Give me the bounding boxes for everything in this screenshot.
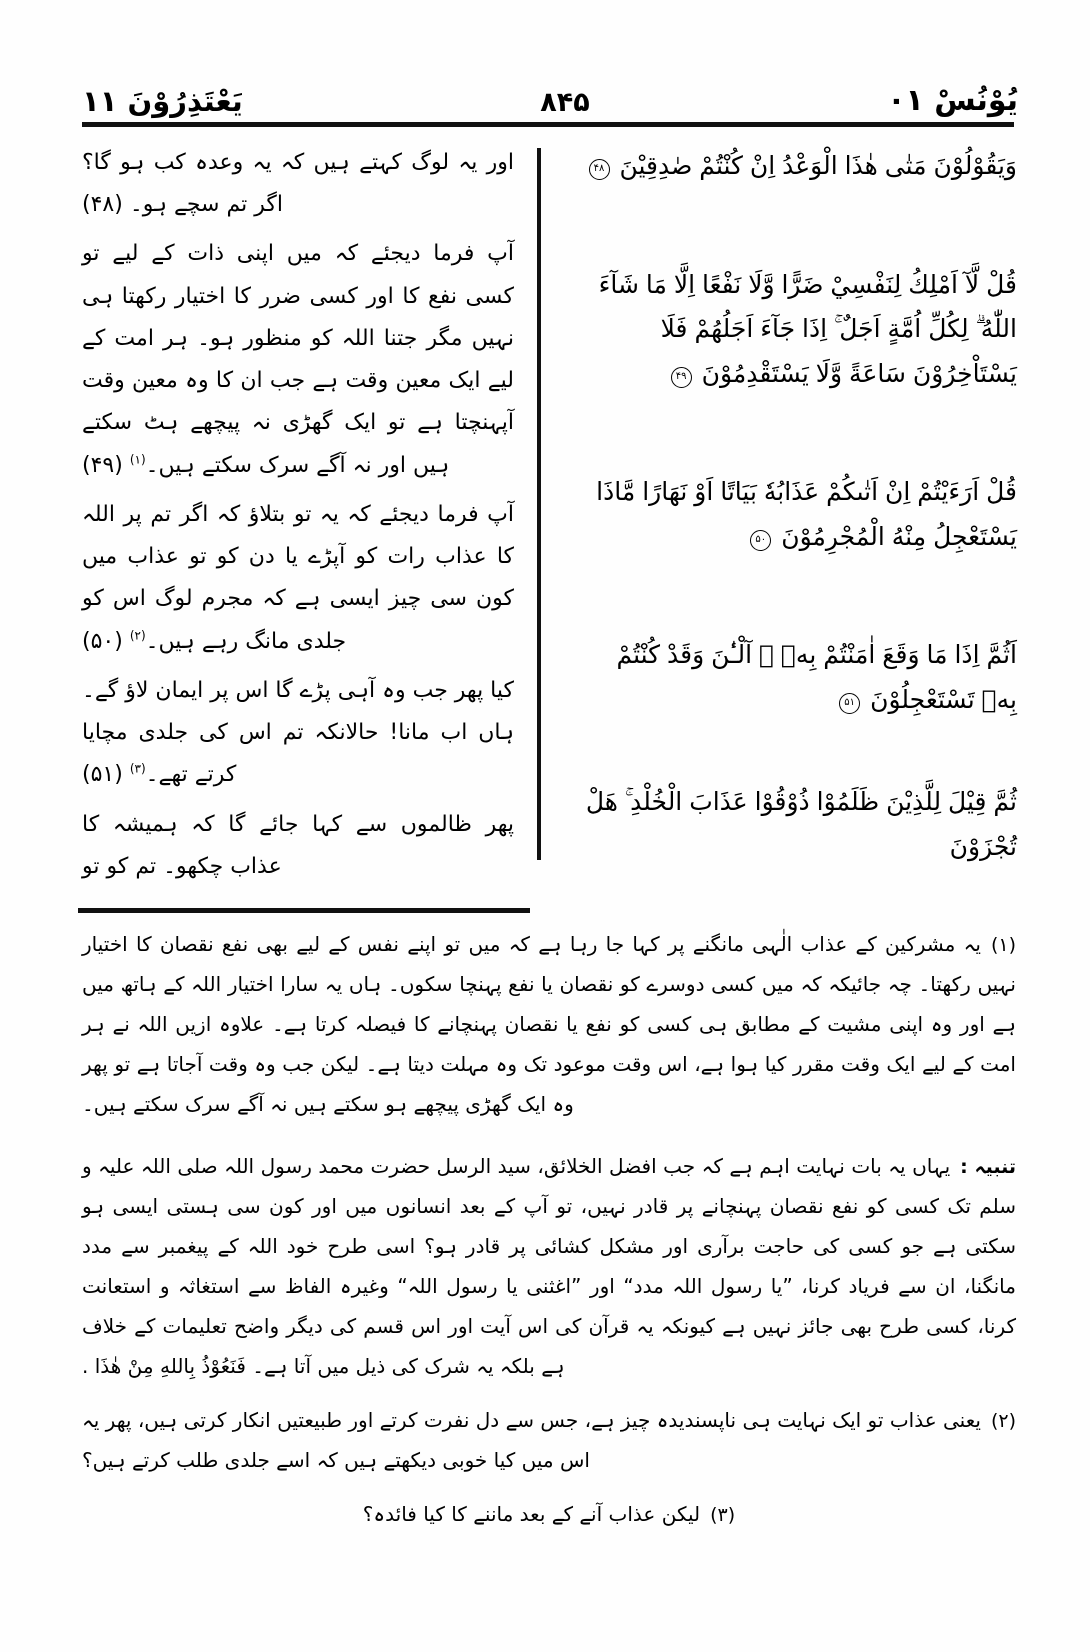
footnote-item: [82, 1494, 1016, 1534]
main-text-body: [82, 140, 1017, 879]
ayah-verse: [577, 144, 1017, 189]
urdu-text: آپ فرما دیجئے کہ میں اپنی ذات کے لیے تو کسی نفع کا اور کسی ضرر کا اختیار رکھتا ہی نہیں مگر جتنا اللہ کو منظور ہو۔ ہر امت کے لیے ایک معین وقت ہے جب ان کا وہ معین وقت آپہنچتا ہے تو ایک گھڑی نہ پیچھے ہٹ سکتے ہیں اور نہ آگے سرک سکتے ہیں۔: [82, 241, 514, 478]
page-header: [82, 62, 1018, 116]
urdu-verse-ref: (۵۱): [82, 762, 123, 788]
footnote-item: [82, 1400, 1016, 1480]
footnote-separator-rule: [78, 908, 530, 913]
urdu-verse-ref: (۴۹): [82, 452, 123, 478]
ayah-text: وَيَقُوْلُوْنَ مَتٰى هٰذَا الْوَعْدُ اِنْ كُنْتُمْ صٰدِقِيْنَ: [619, 151, 1017, 180]
ayah-text: قُلْ اَرَءَيْتُمْ اِنْ اَتٰىكُمْ عَذَابُهٗ بَيَاتًا اَوْ نَهَارًا مَّاذَا يَسْتَعْجِلُ مِنْهُ الْمُجْرِمُوْنَ: [596, 477, 1017, 551]
footnote-marker: (۲): [990, 1410, 1016, 1432]
ayah-number: ۵۰: [750, 530, 771, 551]
urdu-translation-column: [82, 142, 514, 895]
urdu-text: پھر ظالموں سے کہا جائے گا کہ ہمیشہ کا عذاب چکھو۔ تم کو تو: [82, 811, 514, 879]
ayah-verse: [577, 633, 1017, 722]
footnote-text: یہ مشرکین کے عذاب الٰہی مانگنے پر کہا جا رہا ہے کہ میں تو اپنے نفس کے لیے بھی نفع نقصان کا اختیار نہیں رکھتا۔ چہ جائیکہ کہ میں کسی دوسرے کو نقصان یا نفع پہنچا سکوں۔ ہاں یہ سارا اختیار اللہ کے ہاتھ میں ہے اور وہ اپنی مشیت کے مطابق ہی کسی کو نفع یا نقصان پہنچانے کا فیصلہ کرتا ہے۔ علاوہ ازیں اللہ نے ہر امت کے لیے ایک وقت مقرر کیا ہوا ہے، اس وقت موعود تک وہ مہلت دیتا ہے۔ لیکن جب وہ وقت آجاتا ہے تو پھر وہ ایک گھڑی پیچھے ہو سکتے ہیں نہ آگے سرک سکتے ہیں۔: [82, 932, 1016, 1116]
ayah-number: ۴۸: [589, 159, 610, 180]
urdu-paragraph: [82, 233, 514, 486]
footnote-marker: (۱): [990, 934, 1016, 956]
urdu-text: اور یہ لوگ کہتے ہیں کہ یہ وعدہ کب ہو گا؟ اگر تم سچے ہو۔: [82, 150, 514, 218]
urdu-paragraph: [82, 670, 514, 797]
ayah-text: ثُمَّ قِيْلَ لِلَّذِيْنَ ظَلَمُوْا ذُوْقُوْا عَذَابَ الْخُلْدِ ۚ هَلْ تُجْزَوْنَ: [585, 787, 1017, 861]
page-number: ۵۴۸: [540, 87, 590, 118]
arabic-verse-column: [577, 144, 1017, 879]
urdu-footnote-mark: (۱): [129, 452, 146, 467]
urdu-paragraph: [82, 142, 514, 226]
column-divider-rule: [537, 148, 541, 860]
header-juz-title: يَعْتَذِرُوْنَ ۱۱: [82, 84, 243, 118]
urdu-text: آپ فرما دیجئے کہ یہ تو بتلاؤ کہ اگر تم پر اللہ کا عذاب رات کو آپڑے یا دن کو تو عذاب میں کون سی چیز ایسی ہے کہ مجرم لوگ اس کو جلدی مانگ رہے ہیں۔: [82, 501, 514, 654]
footnote-text: لیکن عذاب آنے کے بعد ماننے کا کیا فائدہ؟: [362, 1502, 701, 1526]
ayah-text: قُلْ لَّآ اَمْلِكُ لِنَفْسِيْ ضَرًّا وَّلَا نَفْعًا اِلَّا مَا شَآءَ اللّٰهُ ۗ لِكُلِّ اُمَّةٍ اَجَلٌ ۚ اِذَا جَآءَ اَجَلُهُمْ فَلَا يَسْتَاْخِرُوْنَ سَاعَةً وَّلَا يَسْتَقْدِمُوْنَ: [598, 269, 1017, 388]
ayah-text: اَثُمَّ اِذَا مَا وَقَعَ اٰمَنْتُمْ بِهٖ ۗ آلْـٰٔنَ وَقَدْ كُنْتُمْ بِهٖ تَسْتَعْجِلُوْنَ: [616, 640, 1017, 714]
urdu-verse-ref: (۵۰): [82, 628, 123, 654]
ayah-number: ۵۱: [839, 693, 860, 714]
header-divider-rule: [82, 122, 1014, 127]
urdu-text: کیا پھر جب وہ آہی پڑے گا اس پر ایمان لاؤ گے۔ ہاں اب مانا! حالانکہ تم اس کی جلدی مچایا کرتے تھے۔: [82, 677, 514, 788]
ayah-verse: [577, 263, 1017, 397]
urdu-verse-ref: (۴۸): [82, 192, 123, 218]
header-surah-title: يُوْنُسْ ۱۰: [887, 83, 1018, 118]
footnote-marker: تنبیہ :: [960, 1156, 1017, 1178]
footnote-item: [82, 924, 1016, 1124]
footnote-text: یہاں یہ بات نہایت اہم ہے کہ جب افضل الخلائق، سید الرسل حضرت محمد رسول اللہ صلی اللہ علیہ و سلم تک کسی کو نفع نقصان پہنچانے پر قادر نہیں، تو آپ کے بعد انسانوں میں اور کون سی ہستی ایسی ہو سکتی ہے جو کسی کی حاجت برآری اور مشکل کشائی پر قادر ہو؟ اسی طرح خود اللہ کے پیغمبر سے مدد مانگنا، ان سے فریاد کرنا، ”یا رسول اللہ مدد“ اور ”اغثنی یا رسول اللہ“ وغیرہ الفاظ سے استغاثہ و استعانت کرنا، کسی طرح بھی جائز نہیں ہے کیونکہ یہ قرآن کی اس آیت اور اس قسم کی دیگر واضح تعلیمات کے خلاف ہے بلکہ یہ شرک کی ذیل میں آتا ہے۔ فَنَعُوْذُ بِاللهِ مِنْ هٰذَا .: [82, 1154, 1016, 1378]
footnote-item-tanbeeh: [82, 1146, 1016, 1386]
ayah-number: ۴۹: [671, 367, 692, 388]
urdu-footnote-mark: (۲): [129, 628, 146, 643]
urdu-paragraph: [82, 494, 514, 663]
footnote-text: یعنی عذاب تو ایک نہایت ہی ناپسندیدہ چیز ہے، جس سے دل نفرت کرتے اور طبیعتیں انکار کرتی ہیں، پھر یہ اس میں کیا خوبی دیکھتے ہیں کہ اسے جلدی طلب کرتے ہیں؟: [82, 1408, 981, 1472]
ayah-verse: [577, 780, 1017, 869]
urdu-footnote-mark: (۳): [129, 761, 146, 776]
urdu-paragraph: [82, 804, 514, 888]
ayah-verse: [577, 470, 1017, 559]
footnotes-section: [82, 924, 1016, 1548]
footnote-marker: (۳): [710, 1504, 736, 1526]
